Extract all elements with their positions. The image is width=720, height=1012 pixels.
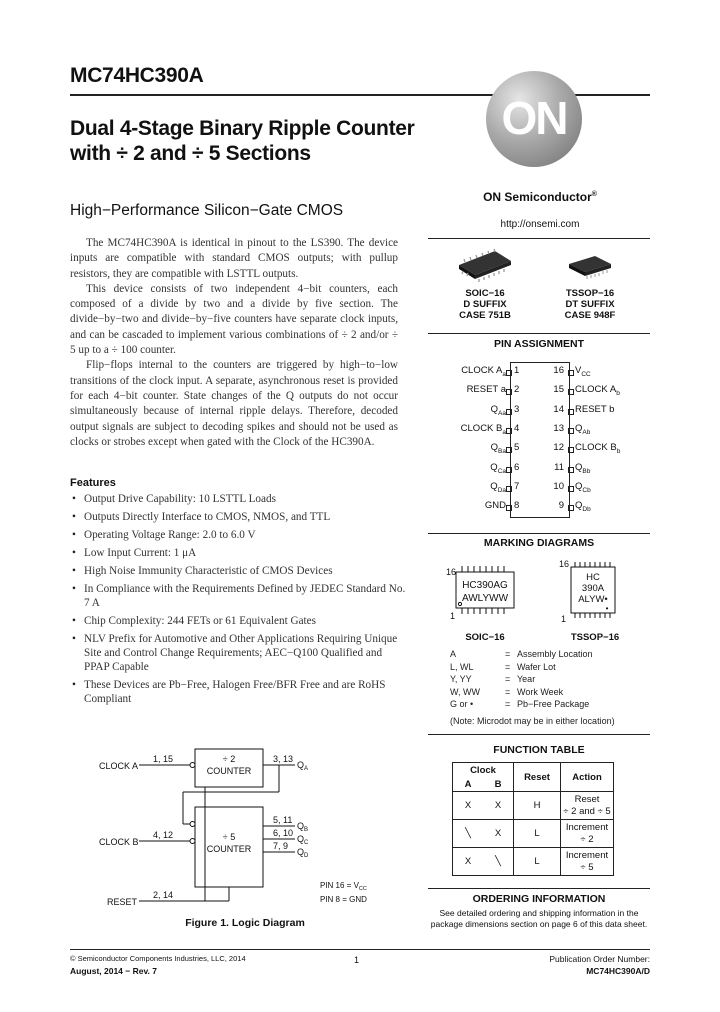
company-url[interactable]: http://onsemi.com bbox=[500, 219, 580, 230]
function-table bbox=[452, 762, 614, 876]
description bbox=[70, 236, 398, 450]
tssop-marking-diagram bbox=[555, 558, 635, 624]
pin-tick bbox=[568, 389, 574, 395]
qc-label: $Q_C$ bbox=[297, 834, 309, 846]
soic-marking-diagram bbox=[440, 562, 530, 622]
soic-package-image bbox=[455, 243, 515, 283]
pin-right-14: RESET b bbox=[575, 403, 615, 415]
copyright: © Semiconductor Components Industries, LLC, 2014 bbox=[70, 954, 246, 963]
pin-number: 16 bbox=[553, 365, 564, 376]
clock-a-pins: 1, 15 bbox=[153, 754, 174, 764]
tssop-marking-line1: HC bbox=[586, 572, 600, 583]
legend-note: (Note: Microdot may be in either location) bbox=[450, 716, 615, 726]
description-paragraph: The MC74HC390A is identical in pinout to the LS390. The device inputs are compatible with standard CMOS outputs; with pullup resistors, they are compatible with LSTTL outputs. bbox=[70, 237, 398, 280]
divider bbox=[428, 734, 650, 735]
ordering-title: ORDERING INFORMATION bbox=[472, 893, 606, 905]
legend-eq: = bbox=[505, 699, 511, 710]
legend-code: A bbox=[450, 649, 457, 659]
pin-number: 11 bbox=[554, 461, 564, 473]
pin-number: 6 bbox=[514, 461, 520, 473]
pin-number: 5 bbox=[514, 442, 520, 454]
pin-tick bbox=[506, 486, 512, 492]
feature-item: • Output Drive Capability: 10 LSTTL Loads bbox=[70, 492, 410, 506]
reset-pins: 2, 14 bbox=[153, 890, 174, 900]
pin-left-4: CLOCK $B_a$ bbox=[460, 422, 506, 436]
pin-right-13: $Q_{Ab}$ bbox=[575, 422, 591, 436]
divider bbox=[428, 333, 650, 334]
company-name: ON Semiconductor® bbox=[483, 190, 597, 204]
pin-right-10: $Q_{Cb}$ bbox=[575, 480, 591, 494]
pin-tick bbox=[568, 486, 574, 492]
legend-eq: = bbox=[505, 661, 511, 672]
feature-item: • These Devices are Pb−Free, Halogen Free/BFR Free and are RoHS Compliant bbox=[70, 678, 410, 706]
publication-number: MC74HC390A/D bbox=[586, 966, 650, 976]
pin-tick bbox=[568, 505, 574, 511]
part-number: MC74HC390A bbox=[70, 64, 204, 87]
feature-item: • NLV Prefix for Automotive and Other Applications Requiring Unique Site and Control Change Requirements; AEC−Q100 Qualified and PPAP Capable bbox=[70, 632, 410, 674]
tssop-marking-label: TSSOP−16 bbox=[570, 632, 620, 643]
tssop-pin16: 16 bbox=[559, 559, 570, 569]
clock-a-label: CLOCK A bbox=[99, 761, 139, 771]
features-list bbox=[70, 492, 410, 710]
pin-right-12: CLOCK $B_b$ bbox=[575, 442, 621, 456]
description-paragraph: This device consists of two independent 4−bit counters, each composed of a divide by two and a divide by five section. The divide−by−two and divide−by−five counters have separate clock inputs, and can be cascaded to implement various combinations of ÷ 2 and/or ÷ 5 up to a ÷ 100 counter. bbox=[70, 282, 398, 357]
divider bbox=[428, 238, 650, 239]
pin-number: 12 bbox=[553, 442, 564, 454]
legend-code: L, WL bbox=[450, 661, 474, 672]
pin-left-8: GND bbox=[484, 500, 506, 512]
pin-left-3: $Q_{Aa}$ bbox=[490, 403, 506, 417]
feature-item: • High Noise Immunity Characteristic of CMOS Devices bbox=[70, 564, 410, 578]
logo-text: ON bbox=[501, 92, 567, 144]
pin-right-9: $Q_{Db}$ bbox=[575, 500, 591, 513]
qb-label: $Q_B$ bbox=[297, 821, 309, 833]
col-b-header: B bbox=[483, 778, 514, 792]
qa-label: $Q_A$ bbox=[297, 760, 309, 772]
table-row: X X H Reset ÷ 2 and ÷ 5 bbox=[453, 792, 614, 820]
qc-pins: 6, 10 bbox=[273, 828, 294, 838]
tssop-pin1: 1 bbox=[561, 614, 567, 624]
legend-code: W, WW bbox=[450, 686, 480, 697]
pin-right-15: CLOCK $A_b$ bbox=[575, 384, 620, 398]
feature-item: • Outputs Directly Interface to CMOS, NMOS, and TTL bbox=[70, 510, 410, 524]
div2-label: ÷ 2 bbox=[222, 754, 236, 764]
tssop-marking-line2: 390A bbox=[581, 583, 605, 594]
tssop-package-image bbox=[565, 250, 615, 282]
footer-rule bbox=[70, 949, 650, 950]
pin-number: 1 bbox=[514, 365, 520, 376]
pin-tick bbox=[568, 447, 574, 453]
div2-counter-label: COUNTER bbox=[206, 766, 252, 776]
logic-diagram bbox=[95, 742, 395, 917]
legend-code: Y, YY bbox=[450, 674, 472, 685]
pin-number: 9 bbox=[558, 500, 564, 512]
pin-left-7: $Q_{Da}$ bbox=[490, 480, 506, 494]
feature-item: • Chip Complexity: 244 FETs or 61 Equivalent Gates bbox=[70, 614, 410, 628]
tssop-package-label: TSSOP−16 DT SUFFIX CASE 948F bbox=[564, 288, 616, 321]
soic-marking-label: SOIC−16 bbox=[465, 632, 505, 643]
pin-tick bbox=[506, 428, 512, 434]
figure-caption: Figure 1. Logic Diagram bbox=[185, 917, 305, 929]
pin-assignment-title: PIN ASSIGNMENT bbox=[493, 338, 585, 350]
document-subtitle: High−Performance Silicon−Gate CMOS bbox=[70, 202, 344, 219]
pin-number: 13 bbox=[553, 422, 564, 434]
qb-pins: 5, 11 bbox=[273, 815, 293, 825]
legend-desc: Wafer Lot bbox=[517, 661, 556, 672]
qd-pins: 7, 9 bbox=[273, 841, 289, 851]
pin-left-5: $Q_{Ba}$ bbox=[490, 442, 506, 456]
legend-eq: = bbox=[505, 686, 511, 697]
pin-tick bbox=[568, 370, 574, 376]
publication-label: Publication Order Number: bbox=[549, 954, 650, 964]
legend-desc: Work Week bbox=[517, 686, 564, 697]
page-number: 1 bbox=[354, 955, 360, 965]
pin-tick bbox=[506, 370, 512, 376]
qd-label: $Q_D$ bbox=[297, 847, 309, 859]
table-row: ╲ X L Increment ÷ 2 bbox=[453, 820, 614, 848]
soic-marking-line1: HC390AG bbox=[462, 580, 508, 591]
on-logo bbox=[486, 71, 582, 167]
legend-code: G or • bbox=[450, 699, 474, 710]
revision-date: August, 2014 − Rev. 7 bbox=[70, 966, 158, 976]
div5-label: ÷ 5 bbox=[222, 832, 236, 842]
pin-tick bbox=[506, 409, 512, 415]
description-paragraph: Flip−flops internal to the counters are triggered by high−to−low transitions of the clock input. A separate, asynchronous reset is provided for each 4−bit counter. State changes of the Q outputs do not occur simultaneously because of internal ripple delays. Therefore, decoded output signals are subject to decoding spikes and should not be used as clocks or strobes except when gated with the Clock of the HC390A. bbox=[70, 359, 398, 448]
pin-number: 2 bbox=[514, 384, 520, 396]
soic-pin1: 1 bbox=[450, 611, 456, 621]
pin-right-11: $Q_{Bb}$ bbox=[575, 461, 591, 475]
pin-number: 8 bbox=[514, 500, 520, 512]
pin-tick bbox=[506, 467, 512, 473]
feature-item: • In Compliance with the Requirements Defined by JEDEC Standard No. 7 A bbox=[70, 582, 410, 610]
pin-number: 10 bbox=[553, 480, 564, 492]
pin-tick bbox=[506, 389, 512, 395]
clock-b-pins: 4, 12 bbox=[153, 830, 174, 840]
divider bbox=[428, 533, 650, 534]
pin-tick bbox=[506, 447, 512, 453]
div5-counter-label: COUNTER bbox=[206, 844, 252, 854]
document-title: Dual 4-Stage Binary Ripple Counter with ÷ 2 and ÷ 5 Sections bbox=[70, 117, 415, 165]
qa-pins: 3, 13 bbox=[273, 754, 294, 764]
legend-desc: Pb−Free Package bbox=[517, 699, 590, 710]
pin8-note: PIN 8 = GND bbox=[320, 895, 367, 904]
feature-item: • Operating Voltage Range: 2.0 to 6.0 V bbox=[70, 528, 410, 542]
divider bbox=[428, 888, 650, 889]
reset-header: Reset bbox=[514, 763, 561, 792]
pin-number: 4 bbox=[514, 422, 520, 434]
ordering-text: See detailed ordering and shipping information in the package dimensions section on page 6 of this data sheet. bbox=[430, 908, 648, 929]
pin-left-2: RESET a bbox=[466, 384, 506, 396]
pin-tick bbox=[568, 467, 574, 473]
pin-left-1: CLOCK $A_a$ bbox=[461, 365, 506, 378]
legend-desc: Assembly Location bbox=[517, 649, 593, 659]
marking-title: MARKING DIAGRAMS bbox=[483, 537, 595, 549]
action-header: Action bbox=[561, 763, 614, 792]
feature-item: • Low Input Current: 1 μA bbox=[70, 546, 410, 560]
pin-right-16: $V_{CC}$ bbox=[575, 365, 591, 378]
soic-pin16: 16 bbox=[446, 567, 457, 577]
legend-desc: Year bbox=[517, 674, 536, 685]
pin-number: 15 bbox=[553, 384, 564, 396]
pin-tick bbox=[568, 428, 574, 434]
legend-eq: = bbox=[505, 674, 511, 685]
col-a-header: A bbox=[453, 778, 484, 792]
table-row: X ╲ L Increment ÷ 5 bbox=[453, 848, 614, 876]
pin-left-6: $Q_{Ca}$ bbox=[490, 461, 506, 475]
soic-marking-line2: AWLYWW bbox=[461, 593, 509, 604]
clock-header: Clock bbox=[453, 763, 514, 778]
soic-package-label: SOIC−16 D SUFFIX CASE 751B bbox=[459, 288, 511, 321]
clock-b-label: CLOCK B bbox=[99, 837, 139, 847]
reset-label: RESET bbox=[107, 897, 138, 907]
pin-number: 3 bbox=[514, 403, 520, 415]
pin-number: 14 bbox=[553, 403, 564, 415]
pin-number: 7 bbox=[514, 480, 520, 492]
legend-eq: = bbox=[505, 649, 511, 659]
features-heading: Features bbox=[70, 477, 116, 489]
pin16-note: PIN $16 = V_{CC}$ bbox=[320, 881, 367, 892]
pin-tick bbox=[568, 409, 574, 415]
pin-tick bbox=[506, 505, 512, 511]
function-table-title: FUNCTION TABLE bbox=[493, 744, 585, 756]
tssop-marking-line3: ALYW• bbox=[578, 594, 608, 605]
tssop-microdot: • bbox=[605, 604, 609, 613]
